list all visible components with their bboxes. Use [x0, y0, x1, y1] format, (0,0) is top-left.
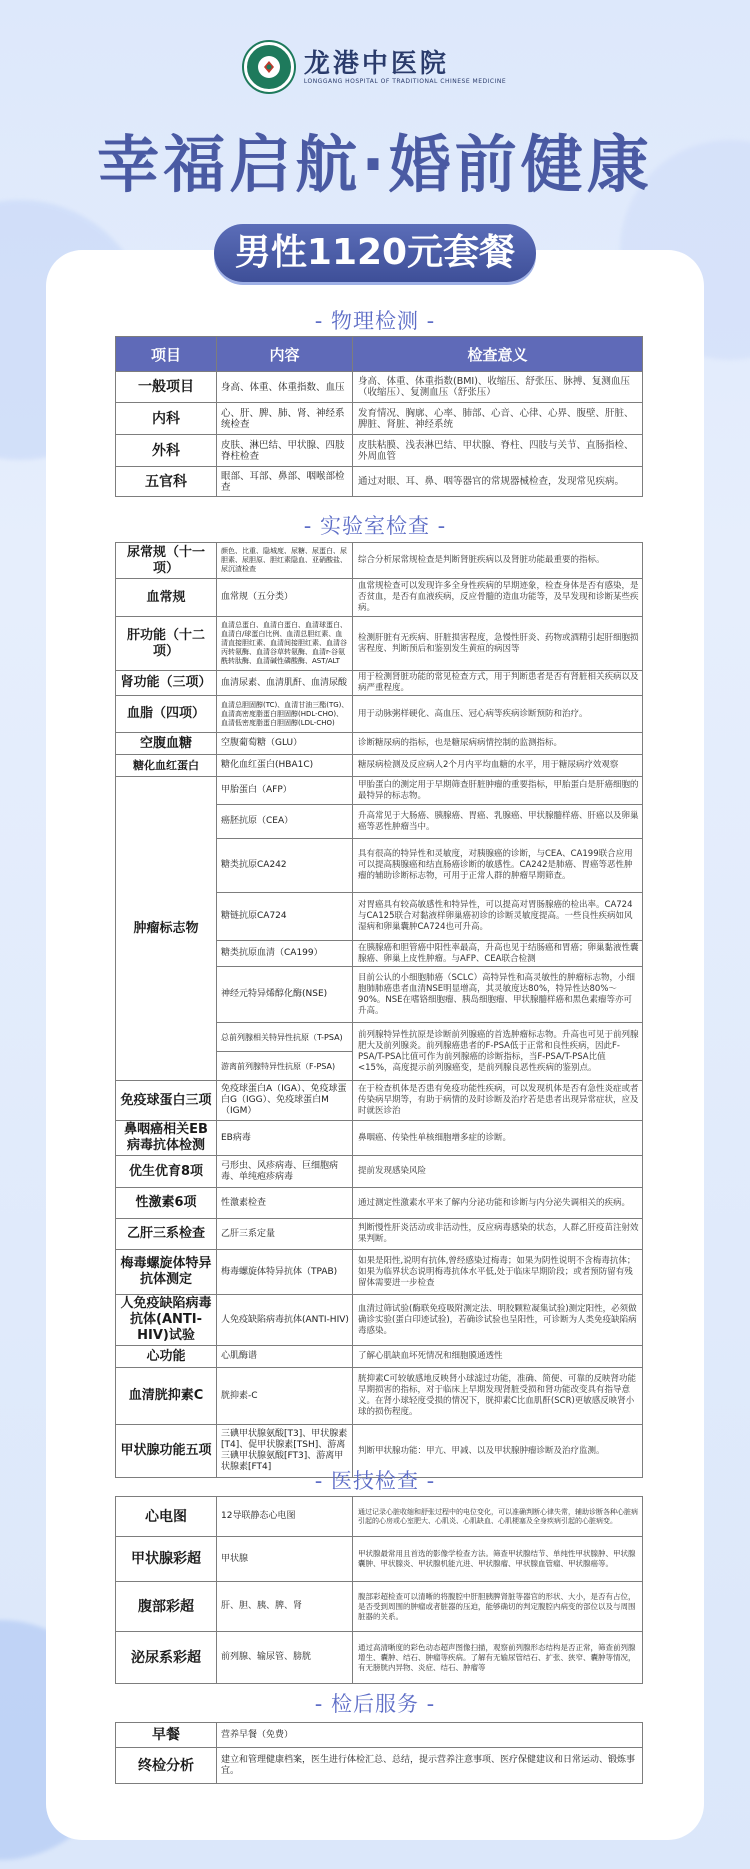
- item-cell: 糖化血红蛋白: [116, 755, 217, 777]
- table-row: [116, 671, 643, 696]
- content-cell: 甲胎蛋白（AFP）: [217, 777, 353, 805]
- content-cell: 糖类抗原血清（CA199）: [217, 941, 353, 967]
- meaning-cell: 糖尿病检测及反应病人2个月内平均血糖的水平，用于糖尿病疗效观察: [353, 755, 643, 777]
- table-row: [116, 1723, 643, 1748]
- meaning-cell: 甲状腺最常用且首选的影像学检查方法。筛查甲状腺结节、单纯性甲状腺肿、甲状腺囊肿、甲状腺炎、甲状腺机能亢进、甲状腺瘤、甲状腺血管瘤、甲状腺癌等。: [353, 1537, 643, 1582]
- meaning-cell: 在胰腺癌和胆管癌中阳性率最高，升高也见于结肠癌和胃癌；卵巢黏液性囊腺癌、卵巢上皮性肿瘤。与AFP、CEA联合检测: [353, 941, 643, 967]
- table-row: [116, 579, 643, 617]
- meaning-cell: 甲胎蛋白的测定用于早期筛查肝脏肿瘤的重要指标，甲胎蛋白是肝癌细胞的最特异的标志物。: [353, 777, 643, 805]
- meaning-cell: 诊断糖尿病的指标，也是糖尿病病情控制的监测指标。: [353, 733, 643, 755]
- item-cell: 乙肝三系检查: [116, 1219, 217, 1250]
- content-cell: 血清尿素、血清肌酐、血清尿酸: [217, 671, 353, 696]
- hospital-subtitle: LONGGANG HOSPITAL OF TRADITIONAL CHINESE MEDICINE: [303, 77, 507, 85]
- content-cell: 心肌酶谱: [217, 1346, 353, 1368]
- content-cell: 心、肝、脾、肺、肾、神经系统检查: [217, 403, 353, 435]
- table-row: [116, 1081, 643, 1121]
- content-cell: 血清总蛋白、血清白蛋白、血清球蛋白、血清白/球蛋白比例、血清总胆红素、血清直接胆红素、血清间接胆红素、血清谷丙转氨酶、血清谷草转氨酶、血清r-谷氨酰转肽酶、血清碱性磷酸酶、AST/ALT: [217, 617, 353, 671]
- table-row: [116, 1537, 643, 1582]
- content-cell: 身高、体重、体重指数、血压: [217, 372, 353, 403]
- table-row: [116, 1295, 643, 1346]
- content-cell: 血清总胆固醇(TC)、血清甘油三酯(TG)、血清高密度脂蛋白胆固醇(HDL-CHO)、血清低密度脂蛋白胆固醇(LDL-CHO): [217, 696, 353, 733]
- content-cell: 癌胚抗原（CEA）: [217, 805, 353, 839]
- table-row: [116, 755, 643, 777]
- item-cell: 泌尿系彩超: [116, 1632, 217, 1684]
- meaning-cell: 对胃癌具有较高敏感性和特异性，可以提高对胃肠腺癌的检出率。CA724与CA125联合对黏液样卵巢癌初诊的诊断灵敏度提高。一些良性疾病如风湿病和卵巢囊肿CA724也可升高。: [353, 893, 643, 941]
- item-cell: 性激素6项: [116, 1188, 217, 1219]
- item-cell: 鼻咽癌相关EB病毒抗体检测: [116, 1121, 217, 1156]
- table-row: [116, 435, 643, 467]
- item-cell: 肾功能（三项）: [116, 671, 217, 696]
- section-title-after: - 检后服务 -: [314, 1692, 436, 1716]
- content-cell: 三碘甲状腺氨酸[T3]、甲状腺素[T4]、促甲状腺素[TSH]、游离三碘甲状腺氨酸[FT3]、游离甲状腺素[FT4]: [217, 1425, 353, 1478]
- table-row: [116, 1188, 643, 1219]
- meaning-cell: 用于检测肾脏功能的常见检查方式，用于判断患者是否有肾脏相关疾病以及病严重程度。: [353, 671, 643, 696]
- item-cell: 腹部彩超: [116, 1582, 217, 1632]
- meaning-cell: 身高、体重、体重指数(BMI)、收缩压、舒张压、脉搏、复测血压（收缩压）、复测血压（舒张压）: [353, 372, 643, 403]
- item-cell: 血清胱抑素C: [116, 1368, 217, 1425]
- item-cell: 外科: [116, 435, 217, 467]
- content-cell: 肝、胆、胰、脾、肾: [217, 1582, 353, 1632]
- content-cell: 梅毒螺旋体特异抗体（TPAB): [217, 1250, 353, 1295]
- table-row: [116, 1121, 643, 1156]
- meaning-cell: 用于动脉粥样硬化、高血压、冠心病等疾病诊断预防和治疗。: [353, 696, 643, 733]
- meaning-cell: 通过测定性激素水平来了解内分泌功能和诊断与内分泌失调相关的疾病。: [353, 1188, 643, 1219]
- content-cell: 乙肝三系定量: [217, 1219, 353, 1250]
- item-cell: 甲状腺彩超: [116, 1537, 217, 1582]
- meaning-cell: 判断慢性肝炎活动或非活动性，反应病毒感染的状态，人群乙肝疫苗注射效果判断。: [353, 1219, 643, 1250]
- table-row: [116, 543, 643, 579]
- item-cell: 肿瘤标志物: [116, 777, 217, 1081]
- header-item: 项目: [116, 337, 217, 372]
- item-cell: 五官科: [116, 467, 217, 497]
- meaning-cell: 胱抑素C可较敏感地反映肾小球滤过功能，准确、简便、可靠的反映肾功能早期损害的指标，对于临床上早期发现肾脏受损和肾功能改变具有指导意义。在肾小球轻度受损的情况下，胱抑素C比血肌酐(SCR)更敏感反映肾小球的损伤程度。: [353, 1368, 643, 1425]
- lab-table: [115, 542, 643, 1478]
- meaning-cell: 检测肝脏有无疾病、肝脏损害程度，急慢性肝炎、药物或酒精引起肝细胞损害程度、判断预后和鉴别发生黄疸的病因等: [353, 617, 643, 671]
- content-cell: 皮肤、淋巴结、甲状腺、四肢脊柱检查: [217, 435, 353, 467]
- table-row: [116, 1582, 643, 1632]
- item-cell: 免疫球蛋白三项: [116, 1081, 217, 1121]
- item-cell: 一般项目: [116, 372, 217, 403]
- table-row: [116, 403, 643, 435]
- meaning-cell: 了解心肌缺血坏死情况和细胞膜通透性: [353, 1346, 643, 1368]
- item-cell: 人免疫缺陷病毒抗体(ANTI-HIV)试验: [116, 1295, 217, 1346]
- content-cell: 12导联静态心电图: [217, 1497, 353, 1537]
- meaning-cell: 鼻咽癌、传染性单核细胞增多症的诊断。: [353, 1121, 643, 1156]
- item-cell: 空腹血糖: [116, 733, 217, 755]
- content-cell: 眼部、耳部、鼻部、咽喉部检查: [217, 467, 353, 497]
- table-row: [116, 1632, 643, 1684]
- meaning-cell: 目前公认的小细胞肺癌（SCLC）高特异性和高灵敏性的肿瘤标志物，小细胞肺肺癌患者血清NSE明显增高，其灵敏度达80%，特异性达80%～90%。NSE在嗜铬细胞瘤、胰岛细胞瘤、甲状腺髓样癌和黑色素瘤等亦可升高。: [353, 967, 643, 1023]
- meaning-cell: 皮肤粘膜、浅表淋巴结、甲状腺、脊柱、四肢与关节、直肠指检、外周血管: [353, 435, 643, 467]
- meaning-cell: 前列腺特异性抗原是诊断前列腺癌的首选肿瘤标志物。升高也可见于前列腺肥大及前列腺炎。前列腺癌患者的F-PSA低于正常和良性疾病，因此F-PSA/T-PSA比值可作为前列腺癌的诊断指标，当F-PSA/T-PSA比值<15%，高度提示前列腺癌变，是前列腺良恶性疾病的鉴别点。: [353, 1023, 643, 1081]
- meaning-cell: 通过高清晰度的彩色动态超声图像扫描，观察前列腺形态结构是否正常，筛查前列腺增生、囊肿、结石、肿瘤等疾病。了解有无输尿管结石、扩张、狭窄、囊肿等情况，有无膀胱内异物、炎症、结石、肿瘤等: [353, 1632, 643, 1684]
- item-cell: 早餐: [116, 1723, 217, 1748]
- item-cell: 血脂（四项）: [116, 696, 217, 733]
- item-cell: 内科: [116, 403, 217, 435]
- content-cell: EB病毒: [217, 1121, 353, 1156]
- item-cell: 尿常规（十一项）: [116, 543, 217, 579]
- page-title: 幸福启航·婚前健康: [97, 128, 653, 201]
- content-cell: 营养早餐（免费）: [217, 1723, 643, 1748]
- table-row: [116, 1497, 643, 1537]
- content-cell: 颜色、比重、隐城度、尿糖、尿蛋白、尿胆素、尿胆原、胆红素隐血、亚硝酸盐、尿沉渣检查: [217, 543, 353, 579]
- hospital-name: 龙港中医院: [303, 48, 449, 79]
- item-cell: 心功能: [116, 1346, 217, 1368]
- meaning-cell: 腹部彩超检查可以清晰的将腹腔中肝胆胰脾肾脏等器官的形状、大小，是否有占位，是否受到周围的肿瘤或者脏器的压迫，能够确切的判定腹腔内病变的部位以及与周围脏器的关系。: [353, 1582, 643, 1632]
- content-cell: 免疫球蛋白A（IGA）、免疫球蛋白G（IGG）、免疫球蛋白M（IGM）: [217, 1081, 353, 1121]
- content-cell: 游离前列腺特异性抗原（F-PSA): [217, 1052, 353, 1081]
- meaning-cell: 具有很高的特异性和灵敏度，对胰腺癌的诊断，与CEA、CA199联合应用可以提高胰腺癌和结直肠癌诊断的敏感性。CA242是肺癌、胃癌等恶性肿瘤的辅助诊断标志物，可用于正常人群的肿瘤早期筛查。: [353, 839, 643, 893]
- package-name-banner: 男性1120元套餐: [214, 224, 536, 282]
- content-cell: 前列腺、输尿管、膀胱: [217, 1632, 353, 1684]
- item-cell: 心电图: [116, 1497, 217, 1537]
- content-cell: 人免疫缺陷病毒抗体(ANTI-HIV): [217, 1295, 353, 1346]
- table-row: [116, 1368, 643, 1425]
- item-cell: 血常规: [116, 579, 217, 617]
- content-cell: 糖类抗原CA242: [217, 839, 353, 893]
- section-title-lab: - 实验室检查 -: [303, 514, 447, 538]
- meaning-cell: 血常规检查可以发现许多全身性疾病的早期迹象，检查身体是否有感染，是否贫血，是否有血液疾病，反应骨髓的造血功能等，及早发现和诊断某些疾病。: [353, 579, 643, 617]
- item-cell: 甲状腺功能五项: [116, 1425, 217, 1478]
- item-cell: 梅毒螺旋体特异抗体测定: [116, 1250, 217, 1295]
- physical-table: [115, 336, 643, 497]
- meaning-cell: 在于检查机体是否患有免疫功能性疾病，可以发现机体是否有急性炎症或者传染病早期等，有助于病情的及时诊断及治疗若是患者出现异常症状，应及时就医诊治: [353, 1081, 643, 1121]
- hospital-logo: [0, 42, 750, 92]
- content-cell: 建立和管理健康档案，医生进行体检汇总、总结，提示营养注意事项、医疗保健建议和日常运动、锻炼事宜。: [217, 1748, 643, 1784]
- table-row: [116, 1748, 643, 1784]
- meaning-cell: 血清过筛试验(酶联免疫吸附测定法、明胶颗粒凝集试验)测定阳性，必须做确诊实验(蛋白印迹试验)，若确诊试验也呈阳性，可诊断为人类免疫缺陷病毒感染。: [353, 1295, 643, 1346]
- table-row: [116, 696, 643, 733]
- content-cell: 糖链抗原CA724: [217, 893, 353, 941]
- table-row: [116, 1250, 643, 1295]
- content-cell: 血常规（五分类）: [217, 579, 353, 617]
- content-cell: 性激素检查: [217, 1188, 353, 1219]
- header-content: 内容: [217, 337, 353, 372]
- item-cell: 优生优育8项: [116, 1156, 217, 1188]
- table-row: [116, 777, 643, 805]
- content-cell: 神经元特异烯醇化酶(NSE): [217, 967, 353, 1023]
- meaning-cell: 通过对眼、耳、鼻、咽等器官的常规器械检查，发现常见疾病。: [353, 467, 643, 497]
- section-title-physical: - 物理检测 -: [314, 309, 436, 333]
- meaning-cell: 如果是阳性,说明有抗体,曾经感染过梅毒；如果为阴性说明不含梅毒抗体；如果为临界状态说明梅毒抗体水平低,处于临床早期阶段；或者预防留有残留体需要进一步检查: [353, 1250, 643, 1295]
- content-cell: 空腹葡萄糖（GLU）: [217, 733, 353, 755]
- content-cell: 糖化血红蛋白(HBA1C): [217, 755, 353, 777]
- meaning-cell: 升高常见于大肠癌、胰腺癌、胃癌、乳腺癌、甲状腺髓样癌、肝癌以及卵巢癌等恶性肿瘤当中。: [353, 805, 643, 839]
- section-title-medtech: - 医技检查 -: [314, 1469, 436, 1493]
- table-row: [116, 1346, 643, 1368]
- hospital-emblem-icon: [244, 42, 294, 92]
- table-row: [116, 372, 643, 403]
- header-meaning: 检查意义: [353, 337, 643, 372]
- table-row: [116, 1156, 643, 1188]
- content-cell: 弓形虫、风疹病毒、巨细胞病毒、单纯疱疹病毒: [217, 1156, 353, 1188]
- table-row: [116, 733, 643, 755]
- content-cell: 胱抑素-C: [217, 1368, 353, 1425]
- medtech-table: [115, 1496, 643, 1684]
- content-cell: 甲状腺: [217, 1537, 353, 1582]
- table-row: [116, 617, 643, 671]
- meaning-cell: 发育情况、胸廓、心率、肺部、心音、心律、心界、腹壁、肝脏、脾脏、肾脏、神经系统: [353, 403, 643, 435]
- item-cell: 终检分析: [116, 1748, 217, 1784]
- meaning-cell: 综合分析尿常规检查是判断肾脏疾病以及肾脏功能最重要的指标。: [353, 543, 643, 579]
- table-row: [116, 1219, 643, 1250]
- table-row: [116, 467, 643, 497]
- meaning-cell: 提前发现感染风险: [353, 1156, 643, 1188]
- item-cell: 肝功能（十二项）: [116, 617, 217, 671]
- meaning-cell: 判断甲状腺功能：甲亢、甲减、以及甲状腺肿瘤诊断及治疗监测。: [353, 1425, 643, 1478]
- after-service-table: [115, 1722, 643, 1784]
- content-cell: 总前列腺相关特异性抗原（T-PSA): [217, 1023, 353, 1052]
- meaning-cell: 通过记录心脏收缩和舒张过程中的电位变化，可以准确判断心律失常，辅助诊断各种心脏病引起的心房或心室肥大、心肌炎、心肌缺血、心肌梗塞及全身疾病引起的心脏病变。: [353, 1497, 643, 1537]
